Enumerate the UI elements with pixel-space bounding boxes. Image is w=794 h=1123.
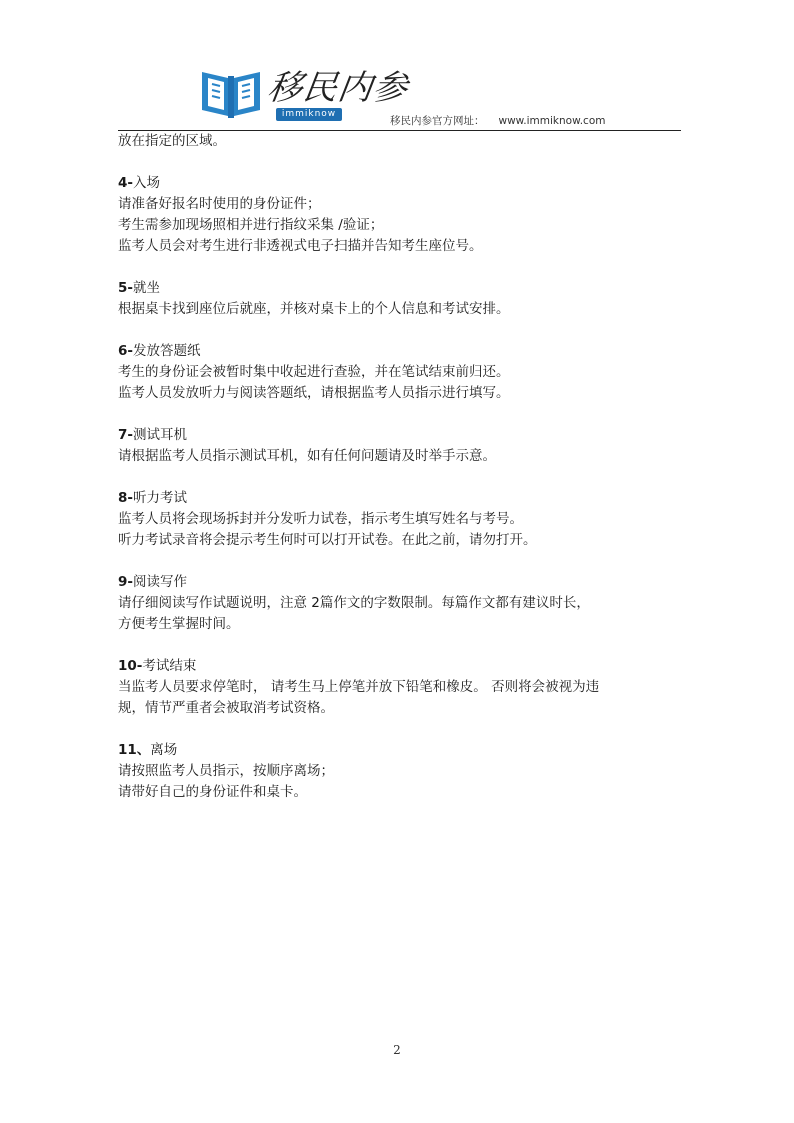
section-block	[118, 341, 688, 404]
document-body	[118, 131, 688, 803]
section-number: 6-	[118, 343, 133, 359]
section-heading	[118, 425, 688, 446]
section-number: 5-	[118, 280, 133, 296]
section-line: 请按照监考人员指示，按顺序离场；	[118, 763, 334, 779]
section-block	[118, 173, 688, 257]
section-block	[118, 278, 688, 320]
section-title: 阅读写作	[133, 574, 187, 590]
section-line: 请根据监考人员指示测试耳机，如有任何问题请及时举手示意。	[118, 448, 496, 464]
section-block	[118, 572, 688, 635]
section-line: 监考人员发放听力与阅读答题纸，请根据监考人员指示进行填写。	[118, 385, 510, 401]
logo-script-text: 移民内参	[265, 68, 411, 108]
section-line: 根据桌卡找到座位后就座，并核对桌卡上的个人信息和考试安排。	[118, 301, 510, 317]
section-number: 7-	[118, 427, 133, 443]
section-block	[118, 488, 688, 551]
section-heading	[118, 278, 688, 299]
section-line: 请仔细阅读写作试题说明，注意 2篇作文的字数限制。每篇作文都有建议时长，	[118, 595, 590, 611]
section-block	[118, 656, 688, 719]
section-heading	[118, 740, 688, 761]
section-title: 就坐	[133, 280, 160, 296]
site-url[interactable]: www.immiknow.com	[498, 115, 606, 127]
section-heading	[118, 656, 688, 677]
section-heading	[118, 572, 688, 593]
section-title: 听力考试	[133, 490, 187, 506]
section-number: 9-	[118, 574, 133, 590]
open-book-icon	[198, 66, 264, 120]
intro-line: 放在指定的区域。	[118, 133, 226, 149]
logo	[198, 64, 411, 122]
section-block	[118, 740, 688, 803]
section-heading	[118, 173, 688, 194]
section-line: 考生需参加现场照相并进行指纹采集 /验证；	[118, 217, 384, 233]
section-number: 8-	[118, 490, 133, 506]
section-title: 发放答题纸	[133, 343, 201, 359]
section-title: 入场	[133, 175, 160, 191]
section-title: 离场	[150, 742, 178, 758]
section-block	[118, 425, 688, 467]
section-line: 监考人员会对考生进行非透视式电子扫描并告知考生座位号。	[118, 238, 483, 254]
section-number: 11、	[118, 742, 151, 758]
site-label: 移民内参官方网址：	[390, 115, 485, 127]
section-line: 听力考试录音将会提示考生何时可以打开试卷。在此之前，请勿打开。	[118, 532, 537, 548]
section-line: 请准备好报名时使用的身份证件；	[118, 196, 321, 212]
section-line: 监考人员将会现场拆封并分发听力试卷，指示考生填写姓名与考号。	[118, 511, 523, 527]
section-title: 考试结束	[142, 658, 197, 674]
logo-badge: immiknow	[276, 108, 342, 121]
section-line: 规，情节严重者会被取消考试资格。	[118, 700, 334, 716]
section-heading	[118, 341, 688, 362]
section-number: 4-	[118, 175, 133, 191]
section-list	[118, 173, 688, 803]
section-line: 当监考人员要求停笔时， 请考生马上停笔并放下铅笔和橡皮。 否则将会被视为违	[118, 679, 600, 695]
section-line: 请带好自己的身份证件和桌卡。	[118, 784, 307, 800]
section-line: 方便考生掌握时间。	[118, 616, 240, 632]
section-number: 10-	[118, 658, 143, 674]
section-line: 考生的身份证会被暂时集中收起进行查验，并在笔试结束前归还。	[118, 364, 510, 380]
section-heading	[118, 488, 688, 509]
page-number: 2	[393, 1043, 401, 1057]
site-info	[390, 113, 605, 128]
page-header	[118, 62, 681, 130]
section-title: 测试耳机	[133, 427, 187, 443]
